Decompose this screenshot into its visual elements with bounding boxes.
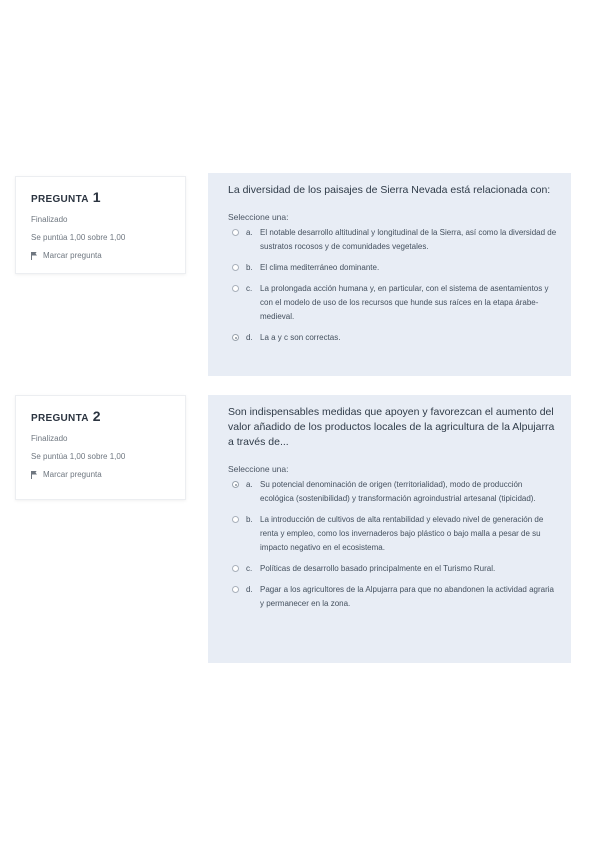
answer-option-c[interactable] [228,562,557,576]
answer-option-c[interactable] [228,282,557,324]
answer-letter: c. [246,564,253,573]
answer-option-b[interactable] [228,513,557,555]
answer-text: El notable desarrollo altitudinal y longitudinal de la Sierra, así como la diversidad de sustratos rocosos y de comunidades vegetales. [260,228,557,251]
answer-list [228,478,557,611]
question-text: Son indispensables medidas que apoyen y favorezcan el aumento del valor añadido de los productos locales de la agricultura de la Alpujarra a través de... [228,406,555,448]
answer-letter: d. [246,585,253,594]
radio-button-selected[interactable] [232,334,239,341]
answer-letter: a. [246,228,253,237]
radio-button[interactable] [232,565,239,572]
radio-button[interactable] [232,285,239,292]
answer-text: El clima mediterráneo dominante. [260,263,380,272]
flag-question-link[interactable] [31,251,185,260]
flag-question-link[interactable] [31,470,185,479]
answer-text: La prolongada acción humana y, en particular, con el sistema de asentamientos y con el modelo de uso de los recursos que hunde sus raíces en la etapa árabe-medieval. [260,284,549,321]
answer-text: La introducción de cultivos de alta rentabilidad y elevado nivel de generación de renta y empleo, como los invernaderos bajo plástico o bajo malla a pesar de su impacto negativo en el ecosistema. [260,515,544,552]
question-info-1 [15,176,186,274]
flag-question-label: Marcar pregunta [43,251,102,260]
radio-button-selected[interactable] [232,481,239,488]
answer-letter: b. [246,515,253,524]
answer-text: Pagar a los agricultores de la Alpujarra para que no abandonen la actividad agraria y permanecer en la zona. [260,585,554,608]
question-label: PREGUNTA 1 [31,189,101,205]
question-text: La diversidad de los paisajes de Sierra Nevada está relacionada con: [228,184,551,196]
flag-question-label: Marcar pregunta [43,470,102,479]
question-content-1 [208,173,571,376]
answer-option-d[interactable] [228,331,557,345]
answer-text: La a y c son correctas. [260,333,341,342]
select-one-prompt: Seleccione una: [228,212,289,222]
question-info-2 [15,395,186,500]
flag-icon [31,252,38,260]
answer-list [228,226,557,345]
radio-button[interactable] [232,516,239,523]
question-label: PREGUNTA 2 [31,408,101,424]
answer-text: Su potencial denominación de origen (territorialidad), modo de producción ecológica (sostenibilidad) y transformación agroindustrial artesanal (tipicidad). [260,480,536,503]
question-number: 1 [92,189,101,205]
answer-letter: b. [246,263,253,272]
question-content-2 [208,395,571,663]
radio-button[interactable] [232,586,239,593]
question-grade: Se puntúa 1,00 sobre 1,00 [31,233,126,242]
question-number: 2 [92,408,101,424]
answer-letter: d. [246,333,253,342]
radio-button[interactable] [232,229,239,236]
radio-button[interactable] [232,264,239,271]
answer-option-a[interactable] [228,478,557,506]
answer-option-d[interactable] [228,583,557,611]
answer-letter: a. [246,480,253,489]
flag-icon [31,471,38,479]
answer-text: Políticas de desarrollo basado principalmente en el Turismo Rural. [260,564,496,573]
question-grade: Se puntúa 1,00 sobre 1,00 [31,452,126,461]
question-state: Finalizado [31,215,68,224]
question-state: Finalizado [31,434,68,443]
select-one-prompt: Seleccione una: [228,464,289,474]
answer-option-b[interactable] [228,261,557,275]
answer-option-a[interactable] [228,226,557,254]
answer-letter: c. [246,284,253,293]
